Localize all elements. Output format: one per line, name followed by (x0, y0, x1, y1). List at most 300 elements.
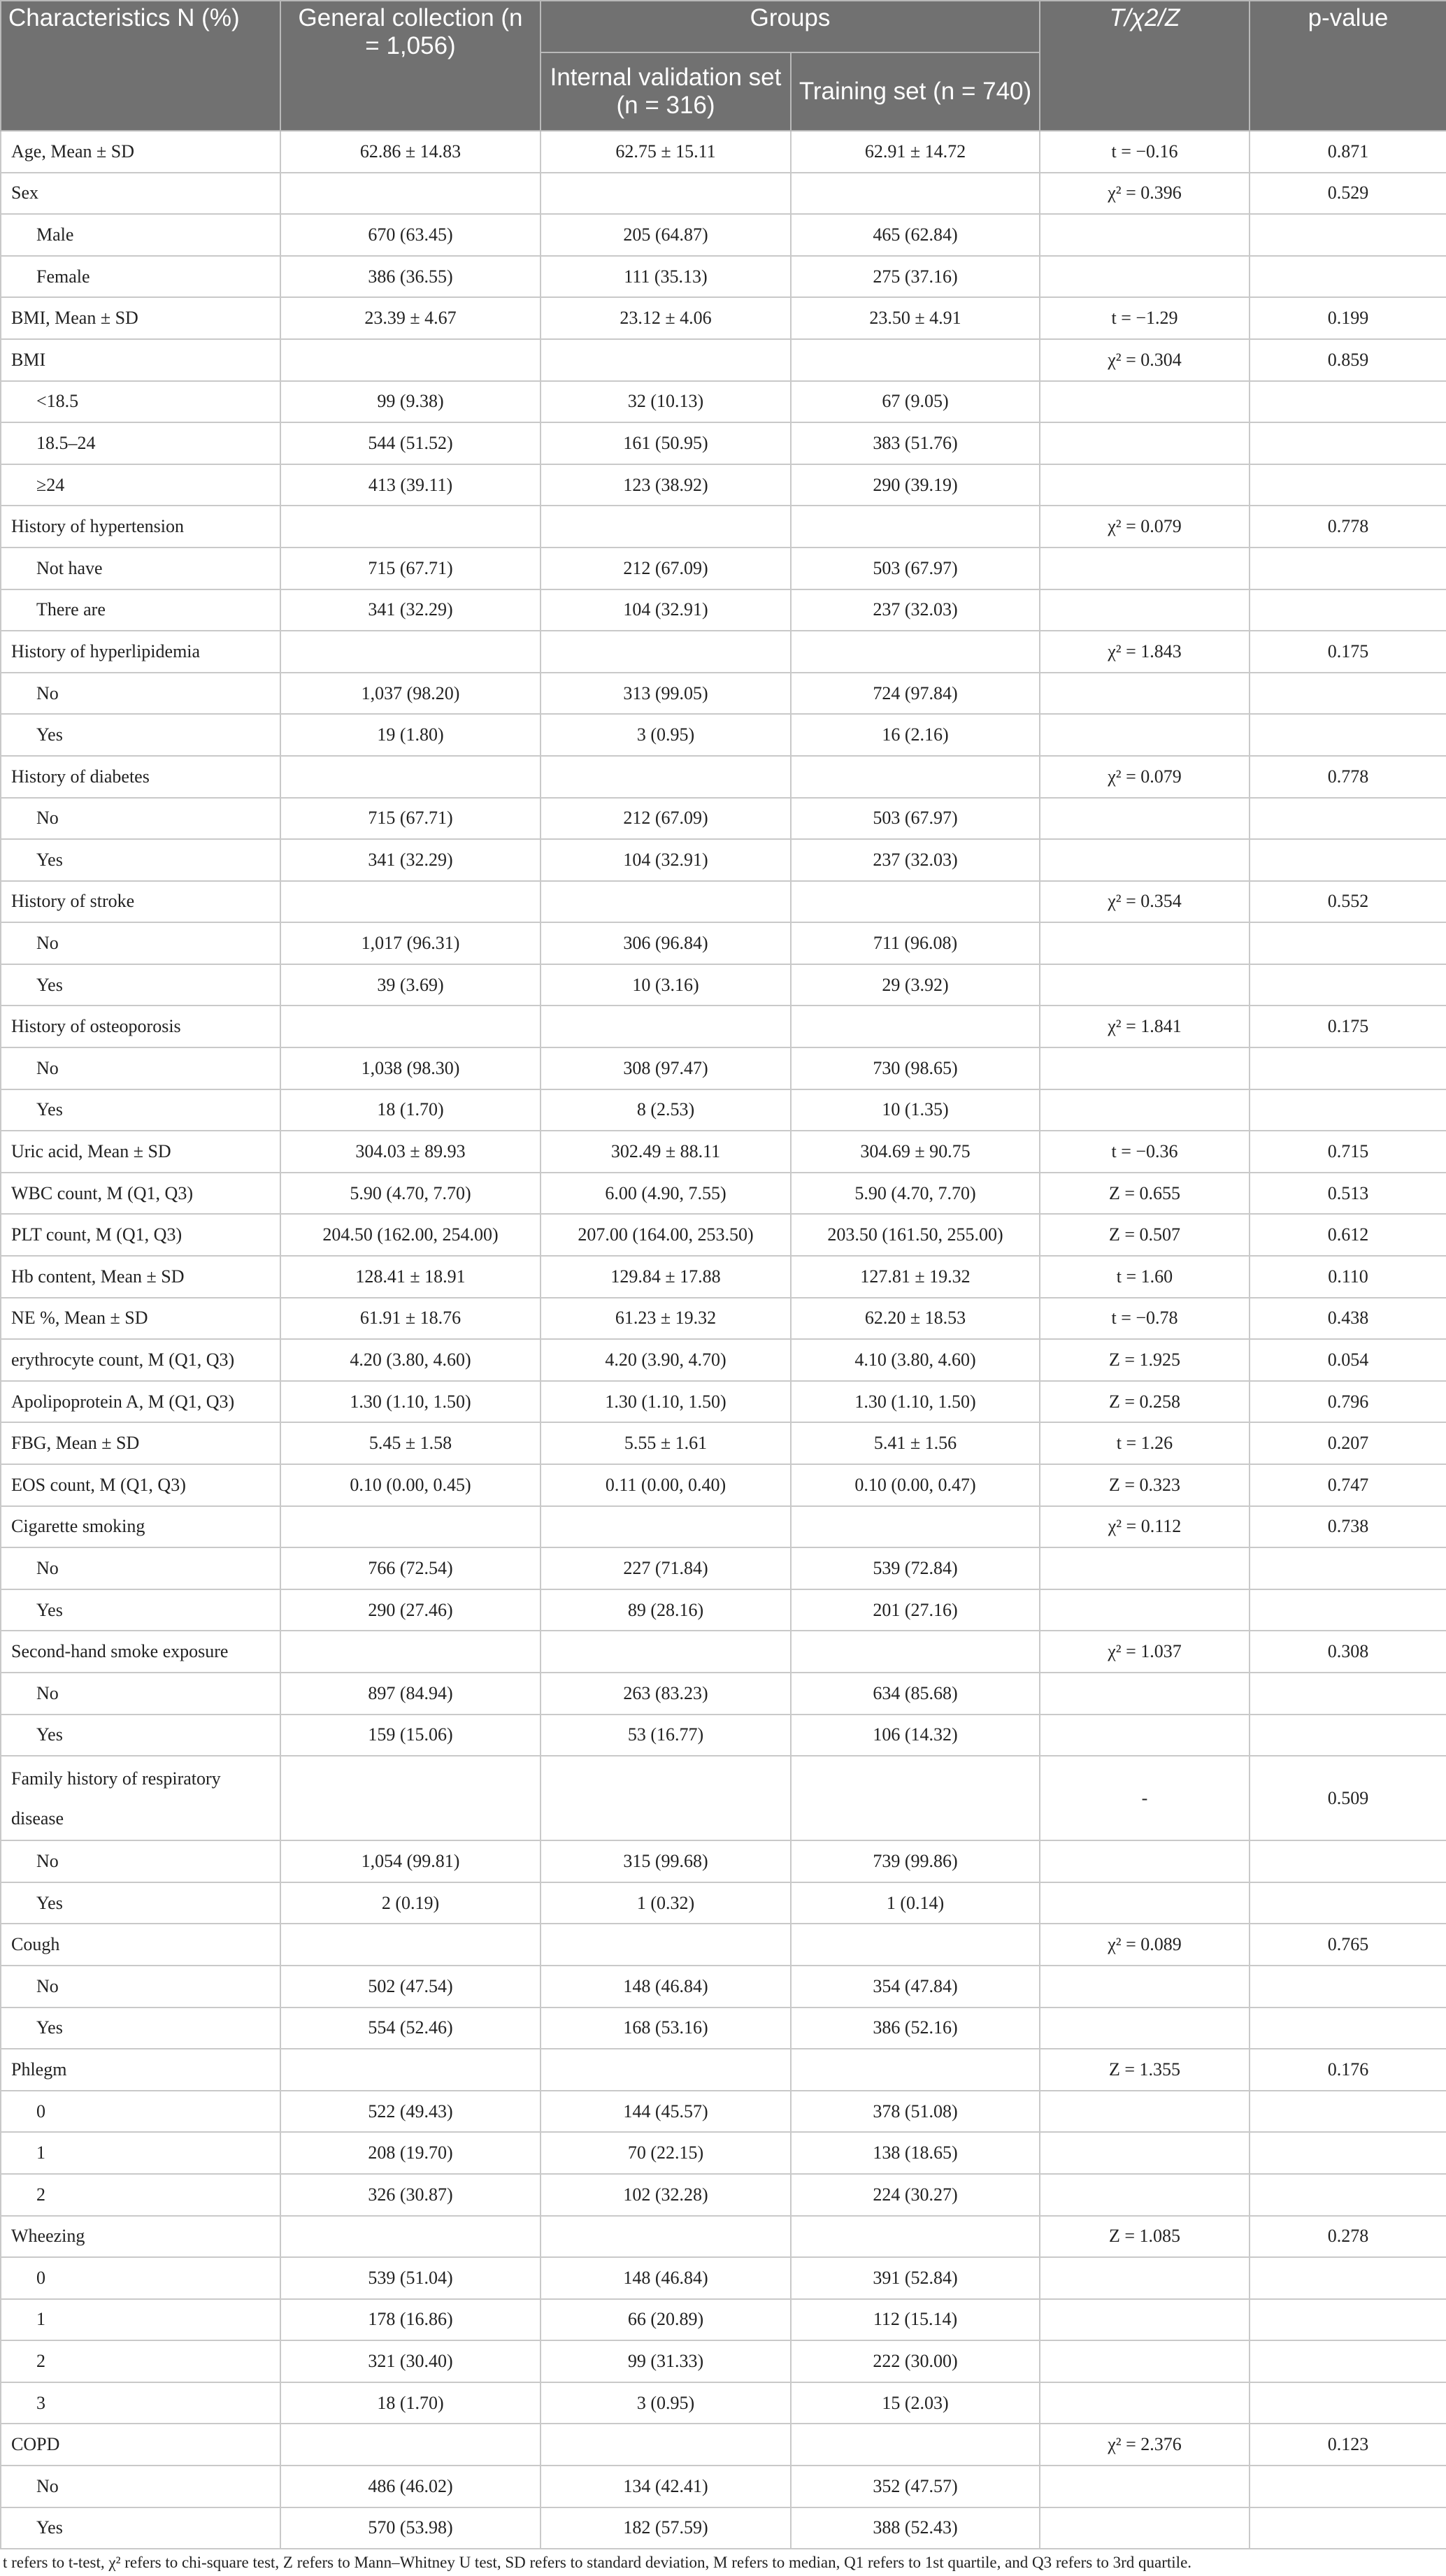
cell-test-statistic: t = −0.36 (1040, 1131, 1250, 1173)
cell-training-set: 275 (37.16) (791, 256, 1040, 298)
cell-training-set: 711 (96.08) (791, 922, 1040, 964)
cell-test-statistic (1040, 214, 1250, 256)
cell-internal-validation (541, 1006, 791, 1047)
row-label: Female (1, 256, 280, 298)
cell-p-value: 0.054 (1250, 1339, 1446, 1381)
cell-test-statistic: t = −0.78 (1040, 1298, 1250, 1340)
cell-training-set (791, 1631, 1040, 1673)
header-internal-validation-set: Internal validation set (n = 316) (541, 52, 791, 131)
table-row (1, 673, 1446, 715)
cell-training-set: 1 (0.14) (791, 1882, 1040, 1924)
table-row (1, 756, 1446, 798)
cell-p-value (1250, 2507, 1446, 2549)
cell-training-set (791, 631, 1040, 673)
cell-test-statistic: χ² = 1.843 (1040, 631, 1250, 673)
cell-training-set (791, 1006, 1040, 1047)
cell-test-statistic: χ² = 0.079 (1040, 756, 1250, 798)
table-row (1, 1715, 1446, 1756)
cell-internal-validation: 99 (31.33) (541, 2340, 791, 2382)
cell-p-value (1250, 589, 1446, 631)
table-row (1, 297, 1446, 339)
cell-internal-validation: 212 (67.09) (541, 798, 791, 840)
table-row (1, 1047, 1446, 1089)
cell-internal-validation: 1.30 (1.10, 1.50) (541, 1381, 791, 1423)
cell-test-statistic (1040, 1966, 1250, 2008)
cell-general-collection (280, 1631, 541, 1673)
cell-test-statistic (1040, 256, 1250, 298)
cell-general-collection: 326 (30.87) (280, 2174, 541, 2216)
row-label: Cigarette smoking (1, 1506, 280, 1548)
row-label: No (1, 1840, 280, 1882)
table-row (1, 2008, 1446, 2049)
cell-p-value (1250, 2466, 1446, 2507)
cell-training-set: 378 (51.08) (791, 2091, 1040, 2133)
cell-p-value: 0.278 (1250, 2216, 1446, 2258)
cell-training-set: 15 (2.03) (791, 2382, 1040, 2424)
table-row (1, 548, 1446, 589)
cell-p-value: 0.747 (1250, 1464, 1446, 1506)
row-label: EOS count, M (Q1, Q3) (1, 1464, 280, 1506)
cell-training-set: 62.91 ± 14.72 (791, 131, 1040, 173)
cell-training-set (791, 2216, 1040, 2258)
row-label: COPD (1, 2424, 280, 2466)
cell-p-value (1250, 673, 1446, 715)
cell-training-set (791, 173, 1040, 215)
row-label: Yes (1, 1089, 280, 1131)
row-label: 2 (1, 2340, 280, 2382)
cell-training-set (791, 2424, 1040, 2466)
row-label: 1 (1, 2299, 280, 2341)
cell-training-set: 634 (85.68) (791, 1673, 1040, 1715)
cell-training-set: 203.50 (161.50, 255.00) (791, 1214, 1040, 1256)
cell-general-collection: 386 (36.55) (280, 256, 541, 298)
cell-test-statistic: χ² = 0.304 (1040, 339, 1250, 381)
cell-internal-validation: 308 (97.47) (541, 1047, 791, 1089)
cell-training-set: 539 (72.84) (791, 1547, 1040, 1589)
cell-training-set: 352 (47.57) (791, 2466, 1040, 2507)
cell-training-set: 224 (30.27) (791, 2174, 1040, 2216)
table-row (1, 2466, 1446, 2507)
cell-internal-validation: 3 (0.95) (541, 2382, 791, 2424)
cell-internal-validation: 168 (53.16) (541, 2008, 791, 2049)
row-label: Yes (1, 2008, 280, 2049)
cell-internal-validation: 1 (0.32) (541, 1882, 791, 1924)
cell-test-statistic (1040, 1589, 1250, 1631)
row-label: No (1, 1047, 280, 1089)
table-row (1, 1756, 1446, 1840)
cell-internal-validation (541, 2424, 791, 2466)
header-training-set: Training set (n = 740) (791, 52, 1040, 131)
cell-internal-validation: 315 (99.68) (541, 1840, 791, 1882)
table-row (1, 1173, 1446, 1215)
cell-training-set: 383 (51.76) (791, 422, 1040, 464)
cell-internal-validation: 5.55 ± 1.61 (541, 1422, 791, 1464)
cell-test-statistic (1040, 714, 1250, 756)
table-row (1, 173, 1446, 215)
cell-test-statistic (1040, 964, 1250, 1006)
cell-training-set (791, 339, 1040, 381)
row-label: History of osteoporosis (1, 1006, 280, 1047)
cell-training-set: 503 (67.97) (791, 798, 1040, 840)
row-label: No (1, 1547, 280, 1589)
cell-test-statistic (1040, 2466, 1250, 2507)
cell-training-set (791, 756, 1040, 798)
cell-p-value (1250, 1673, 1446, 1715)
cell-training-set: 62.20 ± 18.53 (791, 1298, 1040, 1340)
cell-test-statistic (1040, 2008, 1250, 2049)
cell-p-value: 0.778 (1250, 756, 1446, 798)
cell-training-set: 290 (39.19) (791, 464, 1040, 506)
cell-internal-validation: 104 (32.91) (541, 589, 791, 631)
table-row (1, 2340, 1446, 2382)
cell-internal-validation: 161 (50.95) (541, 422, 791, 464)
table-row (1, 339, 1446, 381)
cell-test-statistic: t = −1.29 (1040, 297, 1250, 339)
cell-training-set (791, 881, 1040, 923)
cell-p-value (1250, 1715, 1446, 1756)
cell-p-value: 0.176 (1250, 2049, 1446, 2091)
cell-general-collection (280, 173, 541, 215)
cell-p-value (1250, 1966, 1446, 2008)
row-label: 18.5–24 (1, 422, 280, 464)
cell-p-value (1250, 256, 1446, 298)
cell-general-collection: 0.10 (0.00, 0.45) (280, 1464, 541, 1506)
table-row (1, 589, 1446, 631)
cell-general-collection (280, 1924, 541, 1966)
cell-training-set: 304.69 ± 90.75 (791, 1131, 1040, 1173)
cell-test-statistic: - (1040, 1756, 1250, 1840)
cell-internal-validation (541, 2216, 791, 2258)
cell-training-set (791, 506, 1040, 548)
table-row (1, 631, 1446, 673)
cell-internal-validation: 66 (20.89) (541, 2299, 791, 2341)
cell-training-set (791, 1924, 1040, 1966)
cell-internal-validation (541, 1924, 791, 1966)
cell-general-collection: 4.20 (3.80, 4.60) (280, 1339, 541, 1381)
cell-internal-validation: 148 (46.84) (541, 1966, 791, 2008)
cell-internal-validation: 129.84 ± 17.88 (541, 1256, 791, 1298)
cell-general-collection: 61.91 ± 18.76 (280, 1298, 541, 1340)
cell-internal-validation: 70 (22.15) (541, 2132, 791, 2174)
cell-p-value: 0.871 (1250, 131, 1446, 173)
row-label: No (1, 798, 280, 840)
table-row (1, 1298, 1446, 1340)
cell-test-statistic (1040, 2132, 1250, 2174)
cell-general-collection: 1,037 (98.20) (280, 673, 541, 715)
table-row (1, 839, 1446, 881)
cell-internal-validation: 104 (32.91) (541, 839, 791, 881)
table-row (1, 2299, 1446, 2341)
row-label: No (1, 1673, 280, 1715)
cell-general-collection: 544 (51.52) (280, 422, 541, 464)
header-p-value: p-value (1250, 1, 1446, 131)
cell-p-value: 0.207 (1250, 1422, 1446, 1464)
table-row (1, 1339, 1446, 1381)
row-label: No (1, 922, 280, 964)
cell-internal-validation: 61.23 ± 19.32 (541, 1298, 791, 1340)
row-label: Yes (1, 1882, 280, 1924)
cell-internal-validation: 205 (64.87) (541, 214, 791, 256)
table-row (1, 2091, 1446, 2133)
cell-p-value (1250, 1547, 1446, 1589)
cell-p-value (1250, 422, 1446, 464)
cell-training-set: 0.10 (0.00, 0.47) (791, 1464, 1040, 1506)
cell-training-set (791, 1506, 1040, 1548)
cell-p-value: 0.529 (1250, 173, 1446, 215)
cell-p-value: 0.859 (1250, 339, 1446, 381)
cell-internal-validation: 10 (3.16) (541, 964, 791, 1006)
cell-training-set: 201 (27.16) (791, 1589, 1040, 1631)
cell-test-statistic (1040, 589, 1250, 631)
cell-p-value (1250, 798, 1446, 840)
cell-p-value: 0.778 (1250, 506, 1446, 548)
table-row (1, 2382, 1446, 2424)
cell-p-value: 0.765 (1250, 1924, 1446, 1966)
row-label: Age, Mean ± SD (1, 131, 280, 173)
cell-test-statistic (1040, 2299, 1250, 2341)
row-label: Uric acid, Mean ± SD (1, 1131, 280, 1173)
cell-test-statistic (1040, 464, 1250, 506)
cell-p-value (1250, 1589, 1446, 1631)
cell-test-statistic (1040, 2507, 1250, 2549)
cell-p-value (1250, 2008, 1446, 2049)
cell-test-statistic: Z = 1.085 (1040, 2216, 1250, 2258)
table-header (1, 1, 1446, 131)
row-label: History of hypertension (1, 506, 280, 548)
cell-test-statistic (1040, 2382, 1250, 2424)
table-row (1, 381, 1446, 423)
cell-test-statistic: Z = 1.925 (1040, 1339, 1250, 1381)
cell-general-collection (280, 756, 541, 798)
cell-training-set (791, 1756, 1040, 1840)
cell-training-set: 503 (67.97) (791, 548, 1040, 589)
table-row (1, 2049, 1446, 2091)
cell-general-collection: 715 (67.71) (280, 548, 541, 589)
cell-internal-validation (541, 631, 791, 673)
cell-internal-validation (541, 339, 791, 381)
cell-internal-validation (541, 1756, 791, 1840)
cell-general-collection: 1,038 (98.30) (280, 1047, 541, 1089)
cell-p-value (1250, 548, 1446, 589)
row-label: 2 (1, 2174, 280, 2216)
cell-general-collection: 5.45 ± 1.58 (280, 1422, 541, 1464)
cell-test-statistic: χ² = 2.376 (1040, 2424, 1250, 2466)
table-row (1, 2507, 1446, 2549)
row-label: Yes (1, 714, 280, 756)
cell-p-value (1250, 2091, 1446, 2133)
cell-p-value (1250, 922, 1446, 964)
cell-general-collection (280, 1006, 541, 1047)
cell-internal-validation: 23.12 ± 4.06 (541, 297, 791, 339)
cell-internal-validation: 212 (67.09) (541, 548, 791, 589)
cell-internal-validation: 111 (35.13) (541, 256, 791, 298)
cell-internal-validation (541, 881, 791, 923)
cell-test-statistic: Z = 0.323 (1040, 1464, 1250, 1506)
table-row (1, 1631, 1446, 1673)
table-row (1, 964, 1446, 1006)
cell-training-set: 386 (52.16) (791, 2008, 1040, 2049)
cell-general-collection: 2 (0.19) (280, 1882, 541, 1924)
row-label: FBG, Mean ± SD (1, 1422, 280, 1464)
table-row (1, 1381, 1446, 1423)
header-general-collection: General collection (n = 1,056) (280, 1, 541, 131)
header-test-statistic: T/χ2/Z (1040, 1, 1250, 131)
cell-general-collection: 159 (15.06) (280, 1715, 541, 1756)
cell-p-value: 0.438 (1250, 1298, 1446, 1340)
table-footnote: t refers to t-test, χ² refers to chi-square test, Z refers to Mann–Whitney U test, SD refers to standard deviation, M refers to median, Q1 refers to 1st quartile, and Q3 refers to 3rd quartile. (3, 2554, 1192, 2571)
cell-test-statistic (1040, 381, 1250, 423)
header-groups: Groups (541, 1, 1040, 52)
cell-internal-validation: 227 (71.84) (541, 1547, 791, 1589)
cell-general-collection: 766 (72.54) (280, 1547, 541, 1589)
cell-p-value (1250, 964, 1446, 1006)
row-label: History of hyperlipidemia (1, 631, 280, 673)
cell-test-statistic (1040, 1547, 1250, 1589)
cell-internal-validation: 4.20 (3.90, 4.70) (541, 1339, 791, 1381)
cell-training-set: 391 (52.84) (791, 2257, 1040, 2299)
cell-training-set: 730 (98.65) (791, 1047, 1040, 1089)
cell-p-value (1250, 2382, 1446, 2424)
cell-test-statistic (1040, 673, 1250, 715)
cell-general-collection: 304.03 ± 89.93 (280, 1131, 541, 1173)
cell-training-set: 4.10 (3.80, 4.60) (791, 1339, 1040, 1381)
cell-general-collection: 1.30 (1.10, 1.50) (280, 1381, 541, 1423)
cell-p-value: 0.110 (1250, 1256, 1446, 1298)
cell-p-value (1250, 464, 1446, 506)
cell-general-collection: 23.39 ± 4.67 (280, 297, 541, 339)
cell-test-statistic (1040, 839, 1250, 881)
table-row (1, 1547, 1446, 1589)
row-label: Phlegm (1, 2049, 280, 2091)
cell-p-value (1250, 839, 1446, 881)
cell-general-collection: 1,054 (99.81) (280, 1840, 541, 1882)
cell-p-value: 0.175 (1250, 631, 1446, 673)
table-row (1, 1256, 1446, 1298)
row-label: 3 (1, 2382, 280, 2424)
table-row (1, 1214, 1446, 1256)
cell-test-statistic: χ² = 0.079 (1040, 506, 1250, 548)
row-label: Yes (1, 839, 280, 881)
table-row (1, 1089, 1446, 1131)
table-row (1, 881, 1446, 923)
cell-p-value (1250, 1089, 1446, 1131)
cell-p-value (1250, 2340, 1446, 2382)
cell-test-statistic: χ² = 0.112 (1040, 1506, 1250, 1548)
row-label: 0 (1, 2091, 280, 2133)
cell-internal-validation (541, 2049, 791, 2091)
cell-p-value: 0.738 (1250, 1506, 1446, 1548)
cell-training-set (791, 2049, 1040, 2091)
row-label: Yes (1, 1589, 280, 1631)
cell-general-collection: 290 (27.46) (280, 1589, 541, 1631)
cell-internal-validation: 3 (0.95) (541, 714, 791, 756)
row-label: Second-hand smoke exposure (1, 1631, 280, 1673)
cell-test-statistic: χ² = 1.037 (1040, 1631, 1250, 1673)
cell-test-statistic (1040, 2091, 1250, 2133)
cell-internal-validation: 306 (96.84) (541, 922, 791, 964)
table-row (1, 922, 1446, 964)
table-row (1, 1840, 1446, 1882)
table-row (1, 464, 1446, 506)
cell-general-collection: 341 (32.29) (280, 839, 541, 881)
cell-p-value: 0.175 (1250, 1006, 1446, 1047)
table-row (1, 2174, 1446, 2216)
table-row (1, 1464, 1446, 1506)
cell-test-statistic: Z = 0.258 (1040, 1381, 1250, 1423)
row-label: Yes (1, 2507, 280, 2549)
row-label: Cough (1, 1924, 280, 1966)
cell-test-statistic: t = 1.60 (1040, 1256, 1250, 1298)
header-characteristics: Characteristics N (%) (1, 1, 280, 131)
cell-training-set: 5.90 (4.70, 7.70) (791, 1173, 1040, 1215)
table-row (1, 1966, 1446, 2008)
cell-general-collection: 19 (1.80) (280, 714, 541, 756)
table-row (1, 1673, 1446, 1715)
cell-test-statistic (1040, 2257, 1250, 2299)
cell-general-collection: 539 (51.04) (280, 2257, 541, 2299)
cell-training-set: 112 (15.14) (791, 2299, 1040, 2341)
row-label: <18.5 (1, 381, 280, 423)
row-label: Wheezing (1, 2216, 280, 2258)
cell-general-collection: 18 (1.70) (280, 2382, 541, 2424)
cell-general-collection: 554 (52.46) (280, 2008, 541, 2049)
cell-test-statistic: Z = 1.355 (1040, 2049, 1250, 2091)
row-label: Male (1, 214, 280, 256)
cell-internal-validation: 313 (99.05) (541, 673, 791, 715)
cell-training-set: 354 (47.84) (791, 1966, 1040, 2008)
cell-internal-validation: 144 (45.57) (541, 2091, 791, 2133)
cell-general-collection: 341 (32.29) (280, 589, 541, 631)
cell-internal-validation: 0.11 (0.00, 0.40) (541, 1464, 791, 1506)
cell-training-set: 237 (32.03) (791, 839, 1040, 881)
cell-internal-validation (541, 173, 791, 215)
cell-general-collection: 570 (53.98) (280, 2507, 541, 2549)
row-label: Yes (1, 1715, 280, 1756)
cell-internal-validation: 89 (28.16) (541, 1589, 791, 1631)
cell-test-statistic (1040, 1047, 1250, 1089)
row-label: Hb content, Mean ± SD (1, 1256, 280, 1298)
cell-test-statistic: χ² = 0.396 (1040, 173, 1250, 215)
row-label: Apolipoprotein A, M (Q1, Q3) (1, 1381, 280, 1423)
cell-general-collection: 897 (84.94) (280, 1673, 541, 1715)
table-row (1, 714, 1446, 756)
cell-training-set: 16 (2.16) (791, 714, 1040, 756)
table-row (1, 1589, 1446, 1631)
cell-training-set: 724 (97.84) (791, 673, 1040, 715)
cell-general-collection: 715 (67.71) (280, 798, 541, 840)
row-label: No (1, 2466, 280, 2507)
cell-p-value: 0.715 (1250, 1131, 1446, 1173)
cell-general-collection: 486 (46.02) (280, 2466, 541, 2507)
row-label: No (1, 1966, 280, 2008)
cell-internal-validation (541, 1506, 791, 1548)
cell-training-set: 10 (1.35) (791, 1089, 1040, 1131)
cell-internal-validation (541, 506, 791, 548)
table-row (1, 798, 1446, 840)
cell-p-value: 0.796 (1250, 1381, 1446, 1423)
cell-internal-validation: 123 (38.92) (541, 464, 791, 506)
cell-training-set: 465 (62.84) (791, 214, 1040, 256)
cell-general-collection: 413 (39.11) (280, 464, 541, 506)
cell-test-statistic (1040, 1882, 1250, 1924)
cell-p-value: 0.123 (1250, 2424, 1446, 2466)
cell-general-collection: 1,017 (96.31) (280, 922, 541, 964)
cell-p-value (1250, 2299, 1446, 2341)
table-row (1, 1924, 1446, 1966)
table-row (1, 506, 1446, 548)
cell-general-collection: 502 (47.54) (280, 1966, 541, 2008)
cell-general-collection: 670 (63.45) (280, 214, 541, 256)
